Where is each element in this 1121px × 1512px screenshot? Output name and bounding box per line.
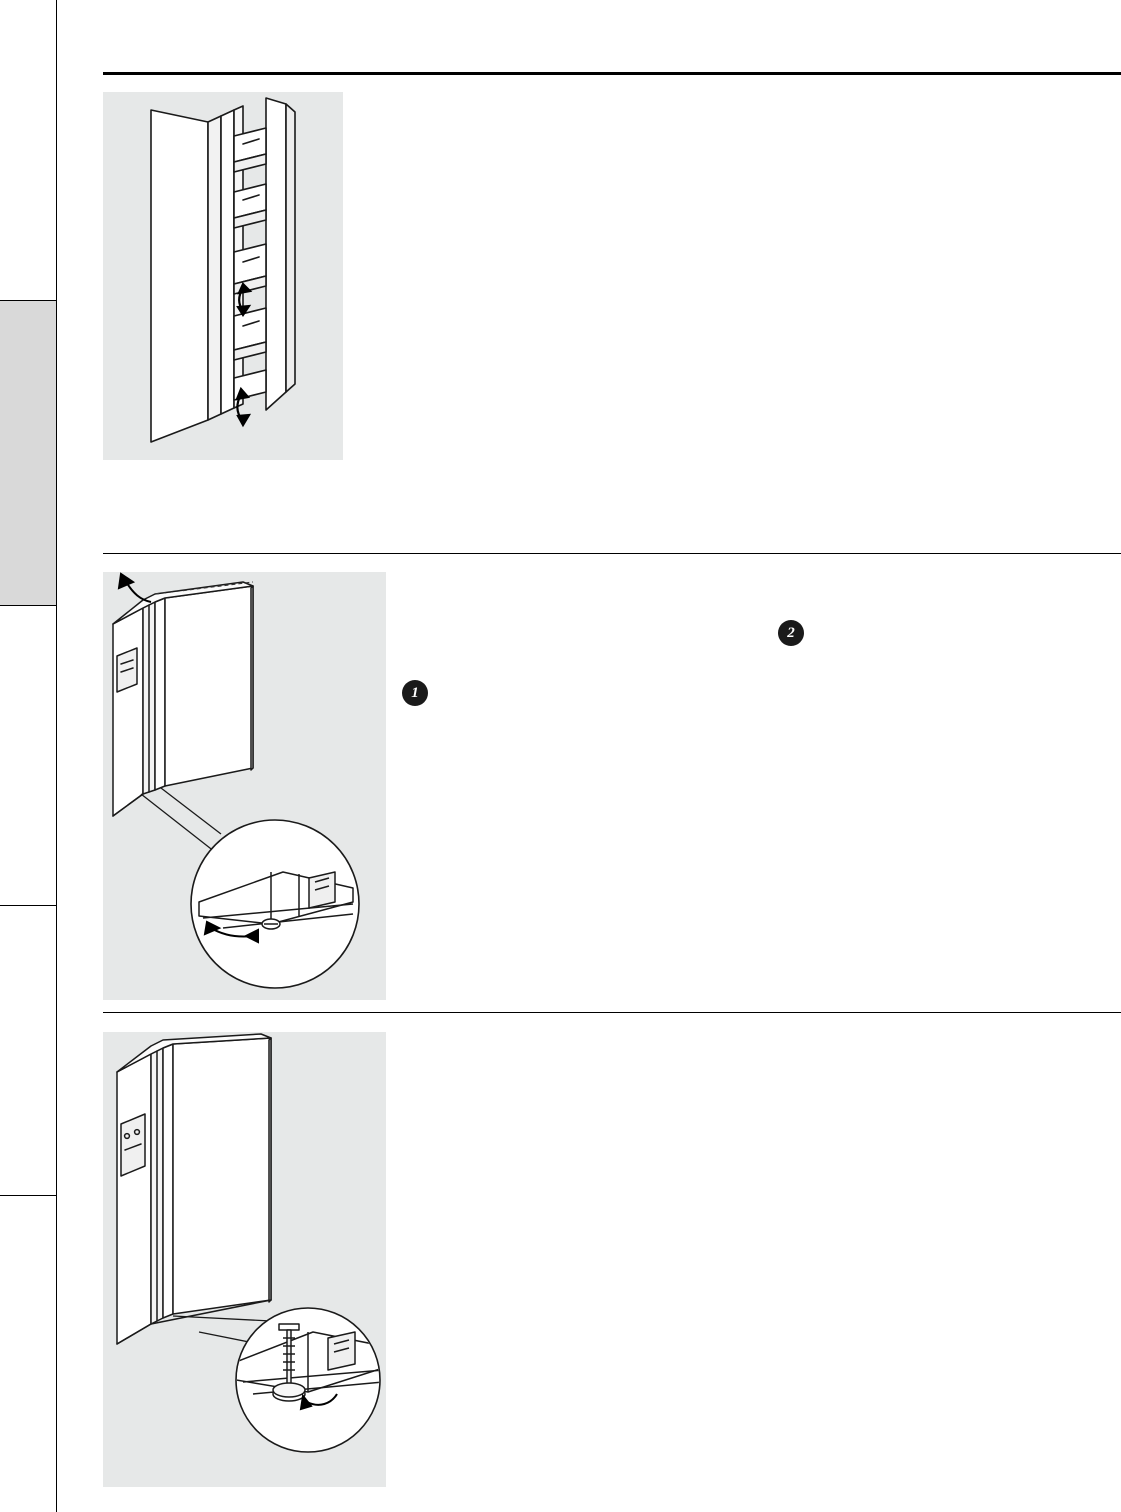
- figure-door-alignment-top: [103, 572, 386, 1000]
- rail-segment-2: [0, 300, 56, 605]
- door-alignment-illustration: [103, 572, 386, 1000]
- rail-divider-2: [0, 605, 57, 606]
- step-badge-1: 1: [402, 680, 428, 706]
- top-rule: [103, 72, 1121, 75]
- rail-segment-1: [0, 0, 56, 300]
- figure-leveling-leg: [103, 1032, 386, 1487]
- figure-door-shelf-adjust: [103, 92, 343, 460]
- mid-rule-1: [103, 553, 1121, 554]
- rail-segment-3: [0, 605, 56, 905]
- adjust-arrow-upper: [238, 284, 250, 315]
- side-tab-rail: [0, 0, 57, 1512]
- leveling-leg-illustration: [103, 1032, 386, 1487]
- mid-rule-2: [103, 1012, 1121, 1013]
- step-badge-2: 2: [778, 620, 804, 646]
- rail-divider-3: [0, 905, 57, 906]
- door-shelf-illustration: [103, 92, 343, 460]
- rail-segment-5: [0, 1195, 56, 1512]
- rail-divider-1: [0, 300, 57, 301]
- rail-divider-4: [0, 1195, 57, 1196]
- rail-segment-4: [0, 905, 56, 1195]
